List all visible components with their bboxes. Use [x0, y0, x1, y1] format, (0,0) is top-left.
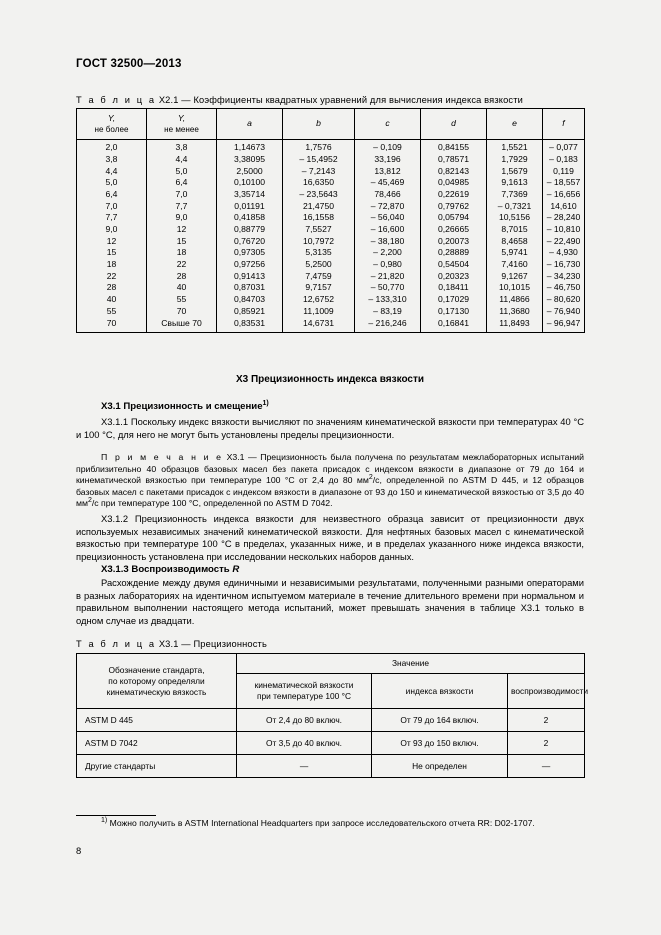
table-cell: 28: [77, 282, 147, 294]
table-cell: 3,35714: [217, 189, 283, 201]
table-cell: 0,54504: [421, 259, 487, 271]
paragraph-x313: Расхождение между двумя единичными и независимыми результатами, полученными разными операторами в разных лабораториях на идентичном испытуемом материале в течение длительного времени при нормальном и правильном выполнении настоящего метода испытаний, может превышать значения в таблице X3.1 только в одном случае из двадцати.: [76, 577, 584, 626]
table-row: [77, 177, 585, 189]
table-cell: 1,7929: [487, 154, 543, 166]
footnote-text: Можно получить в ASTM International Headquarters при запросе исследовательского отчета RR: D02-1707.: [107, 818, 535, 828]
table-cell: 18: [147, 247, 217, 259]
table-cell: 55: [147, 294, 217, 306]
table-x21-col-y-nebolee: Y, не более: [77, 109, 147, 140]
table-cell: —: [237, 755, 372, 778]
table-x21-col-e: e: [487, 109, 543, 140]
table-row: [77, 224, 585, 236]
table-cell: От 3,5 до 40 включ.: [237, 732, 372, 755]
note-text: — Прецизионность была получена по результатам межлабораторных испытаний приблизительно 40 образцов базовых масел без пакета присадок с индексом вязкости в диапазоне от 79 до 164 и кинематической вязкостью при температуре 100 °С от 2,4 до 80 $мм^2/с$, определенной по ASTM D 445, и 12 образцов базовых масел с пакетами присадок с индексом вязкости в диапазоне от 93 до 150 и кинематической вязкостью от 3,5 до 40 $мм^2/с$ при температуре 100 °С, определенной по ASTM D 7042.: [76, 452, 585, 509]
table-cell: – 76,940: [543, 306, 585, 318]
table-cell: – 16,600: [355, 224, 421, 236]
table-cell: 22: [147, 259, 217, 271]
table-cell: 3,8: [77, 154, 147, 166]
table-x21-header-row: [77, 109, 585, 140]
table-cell: 0,20323: [421, 271, 487, 283]
table-row: [77, 732, 585, 755]
table-row: [77, 306, 585, 318]
table-cell: 0,84703: [217, 294, 283, 306]
table-cell: – 38,180: [355, 236, 421, 248]
table-x31-caption-number: X3.1: [158, 639, 179, 649]
table-cell: 5,0: [77, 177, 147, 189]
table-x21-col-a: a: [217, 109, 283, 140]
footnote-divider: [76, 815, 156, 816]
table-x21-caption-number: X2.1: [158, 95, 179, 105]
table-cell: 7,0: [147, 189, 217, 201]
table-cell: 0,16841: [421, 317, 487, 332]
table-cell: 11,3680: [487, 306, 543, 318]
table-cell: 5,0: [147, 165, 217, 177]
table-x21-caption-prefix: Т а б л и ц а: [76, 95, 157, 105]
table-cell: – 83,19: [355, 306, 421, 318]
table-cell: 22: [77, 271, 147, 283]
table-cell: 4,4: [77, 165, 147, 177]
table-cell: 2,5000: [217, 165, 283, 177]
table-x21-col-c: c: [355, 109, 421, 140]
table-row: [77, 271, 585, 283]
table-row: [77, 212, 585, 224]
table-row: [77, 140, 585, 154]
table-cell: 10,1015: [487, 282, 543, 294]
footnote: [76, 818, 584, 829]
table-row: [77, 755, 585, 778]
note-x31: [76, 452, 584, 510]
table-cell: 5,2500: [283, 259, 355, 271]
table-x31-caption: [76, 639, 267, 649]
table-cell: 5,3135: [283, 247, 355, 259]
table-cell: 15: [77, 247, 147, 259]
table-cell: 9,7157: [283, 282, 355, 294]
table-cell: 40: [77, 294, 147, 306]
table-x31-col-reproducibility: воспроизводимости: [508, 674, 585, 709]
table-cell: – 21,820: [355, 271, 421, 283]
table-cell: От 79 до 164 включ.: [372, 709, 508, 732]
table-x21-caption-text: — Коэффициенты квадратных уравнений для вычисления индекса вязкости: [181, 95, 523, 105]
table-cell: 0,20073: [421, 236, 487, 248]
table-cell: 0,41858: [217, 212, 283, 224]
table-cell: 0,17029: [421, 294, 487, 306]
table-x21-body: [77, 140, 585, 333]
table-cell: 7,7: [147, 200, 217, 212]
table-cell: – 0,077: [543, 140, 585, 154]
table-cell: 3,8: [147, 140, 217, 154]
table-cell: – 0,7321: [487, 200, 543, 212]
table-cell: 0,78571: [421, 154, 487, 166]
footnote-ref: 1): [262, 399, 269, 407]
table-cell: – 10,810: [543, 224, 585, 236]
table-cell: 0,76720: [217, 236, 283, 248]
paragraph-x311: X3.1.1 Поскольку индекс вязкости вычисляют по значениям кинематической вязкости при температурах 40 °С и 100 °С, для него не могут быть установлены пределы прецизионности.: [76, 416, 584, 440]
table-x31-header-row-1: [77, 654, 585, 674]
table-x21-col-b: b: [283, 109, 355, 140]
table-cell: 9,1267: [487, 271, 543, 283]
table-cell: 16,6350: [283, 177, 355, 189]
table-cell: – 28,240: [543, 212, 585, 224]
table-cell: 16,1558: [283, 212, 355, 224]
table-cell: 8,4658: [487, 236, 543, 248]
table-cell: 0,01191: [217, 200, 283, 212]
table-cell: 0,82143: [421, 165, 487, 177]
table-cell: 18: [77, 259, 147, 271]
table-row: [77, 165, 585, 177]
table-cell: – 50,770: [355, 282, 421, 294]
table-cell: 2: [508, 709, 585, 732]
table-cell: 0,04985: [421, 177, 487, 189]
table-cell: 0,88779: [217, 224, 283, 236]
table-cell: От 2,4 до 80 включ.: [237, 709, 372, 732]
table-row: [77, 236, 585, 248]
table-cell: – 72,870: [355, 200, 421, 212]
table-x21-col-f: f: [543, 109, 585, 140]
table-row: [77, 247, 585, 259]
table-row: [77, 294, 585, 306]
paragraph-x312: X3.1.2 Прецизионность индекса вязкости для неизвестного образца зависит от прецизионности двух используемых независимых значений кинематической вязкости. Для нефтяных базовых масел с кинематической вязкостью при температуре 100 °С в пределах, указанных ниже, и в пределах указанного ниже индекса вязкости, прецизионность установлена при исследовании нескольких наборов данных.: [76, 513, 584, 562]
table-cell: 70: [77, 317, 147, 332]
table-cell: 7,0: [77, 200, 147, 212]
table-x31-caption-prefix: Т а б л и ц а: [76, 639, 157, 649]
table-cell: 1,7576: [283, 140, 355, 154]
table-cell: ASTM D 7042: [77, 732, 237, 755]
table-cell: 2,0: [77, 140, 147, 154]
note-label: П р и м е ч а н и е: [101, 452, 224, 462]
table-cell: 21,4750: [283, 200, 355, 212]
table-cell: 7,7369: [487, 189, 543, 201]
table-cell: 9,0: [77, 224, 147, 236]
table-cell: 0,85921: [217, 306, 283, 318]
table-cell: 0,119: [543, 165, 585, 177]
table-cell: 9,1613: [487, 177, 543, 189]
table-cell: 0,05794: [421, 212, 487, 224]
table-cell: 8,7015: [487, 224, 543, 236]
table-x31-col-value: Значение: [237, 654, 585, 674]
table-row: [77, 317, 585, 332]
table-cell: 10,5156: [487, 212, 543, 224]
table-cell: – 16,656: [543, 189, 585, 201]
table-row: [77, 259, 585, 271]
table-cell: 14,6731: [283, 317, 355, 332]
table-cell: 0,10100: [217, 177, 283, 189]
table-cell: 11,8493: [487, 317, 543, 332]
table-x31: [76, 653, 589, 778]
table-cell: 10,7972: [283, 236, 355, 248]
table-cell: – 216,246: [355, 317, 421, 332]
table-cell: 0,97305: [217, 247, 283, 259]
note-number: X3.1: [226, 452, 245, 462]
table-row: [77, 282, 585, 294]
table-cell: – 16,730: [543, 259, 585, 271]
table-cell: 33,196: [355, 154, 421, 166]
table-cell: 5,9741: [487, 247, 543, 259]
table-cell: 0,79762: [421, 200, 487, 212]
footnote-marker: 1): [101, 817, 108, 825]
table-row: [77, 200, 585, 212]
table-cell: – 23,5643: [283, 189, 355, 201]
page-header-standard: ГОСТ 32500—2013: [76, 58, 182, 70]
table-cell: От 93 до 150 включ.: [372, 732, 508, 755]
table-cell: – 15,4952: [283, 154, 355, 166]
table-cell: Не определен: [372, 755, 508, 778]
table-cell: 55: [77, 306, 147, 318]
subsection-title-x31: X3.1 Прецизионность и смещение$^{1)}$: [101, 399, 269, 412]
table-cell: Другие стандарты: [77, 755, 237, 778]
table-cell: 0,28889: [421, 247, 487, 259]
subsection-title-x313: X3.1.3 Воспроизводимость R: [101, 564, 240, 575]
table-cell: 6,4: [77, 189, 147, 201]
table-x31-caption-text: — Прецизионность: [181, 639, 267, 649]
table-cell: – 0,183: [543, 154, 585, 166]
table-x31-col-kinematic-viscosity: кинематической вязкости при температуре 100 °С: [237, 674, 372, 709]
table-cell: 7,4160: [487, 259, 543, 271]
table-cell: 13,812: [355, 165, 421, 177]
table-cell: – 4,930: [543, 247, 585, 259]
table-cell: Свыше 70: [147, 317, 217, 332]
table-cell: ASTM D 445: [77, 709, 237, 732]
table-cell: 9,0: [147, 212, 217, 224]
table-cell: 0,18411: [421, 282, 487, 294]
table-cell: – 0,109: [355, 140, 421, 154]
table-x21-col-d: d: [421, 109, 487, 140]
table-x31-body: [77, 709, 585, 778]
table-cell: —: [508, 755, 585, 778]
table-cell: 0,97256: [217, 259, 283, 271]
table-cell: 28: [147, 271, 217, 283]
table-cell: 70: [147, 306, 217, 318]
table-cell: 0,87031: [217, 282, 283, 294]
table-x21: [76, 108, 585, 333]
table-cell: 12: [77, 236, 147, 248]
table-cell: 0,83531: [217, 317, 283, 332]
table-cell: 3,38095: [217, 154, 283, 166]
table-cell: 0,26665: [421, 224, 487, 236]
table-cell: 11,1009: [283, 306, 355, 318]
table-x31-col-standard: Обозначение стандарта, по которому определяли кинематическую вязкость: [77, 654, 237, 709]
table-cell: – 7,2143: [283, 165, 355, 177]
table-cell: – 22,490: [543, 236, 585, 248]
table-cell: 14,610: [543, 200, 585, 212]
table-row: [77, 709, 585, 732]
reproducibility-symbol: R: [232, 564, 240, 575]
table-cell: 78,466: [355, 189, 421, 201]
table-cell: 7,7: [77, 212, 147, 224]
table-x21-caption: [76, 95, 523, 105]
table-cell: 12: [147, 224, 217, 236]
table-cell: 15: [147, 236, 217, 248]
table-cell: – 133,310: [355, 294, 421, 306]
page-number: 8: [76, 845, 82, 856]
table-cell: 11,4866: [487, 294, 543, 306]
table-cell: – 56,040: [355, 212, 421, 224]
table-x31-col-viscosity-index: индекса вязкости: [372, 674, 508, 709]
table-cell: 7,5527: [283, 224, 355, 236]
table-cell: – 96,947: [543, 317, 585, 332]
table-cell: 4,4: [147, 154, 217, 166]
table-cell: – 18,557: [543, 177, 585, 189]
table-cell: 1,14673: [217, 140, 283, 154]
table-cell: 40: [147, 282, 217, 294]
table-cell: – 46,750: [543, 282, 585, 294]
table-x21-col-y-nemenee: Y, не менее: [147, 109, 217, 140]
table-cell: – 34,230: [543, 271, 585, 283]
table-cell: 2: [508, 732, 585, 755]
table-row: [77, 189, 585, 201]
table-cell: 0,22619: [421, 189, 487, 201]
table-cell: 1,5521: [487, 140, 543, 154]
table-cell: – 80,620: [543, 294, 585, 306]
table-cell: 0,84155: [421, 140, 487, 154]
table-row: [77, 154, 585, 166]
table-cell: – 0,980: [355, 259, 421, 271]
table-cell: 0,91413: [217, 271, 283, 283]
table-cell: 1,5679: [487, 165, 543, 177]
table-cell: – 2,200: [355, 247, 421, 259]
table-cell: – 45,469: [355, 177, 421, 189]
table-cell: 0,17130: [421, 306, 487, 318]
table-cell: 12,6752: [283, 294, 355, 306]
section-title-x3: X3 Прецизионность индекса вязкости: [235, 374, 425, 385]
table-cell: 6,4: [147, 177, 217, 189]
table-cell: 7,4759: [283, 271, 355, 283]
